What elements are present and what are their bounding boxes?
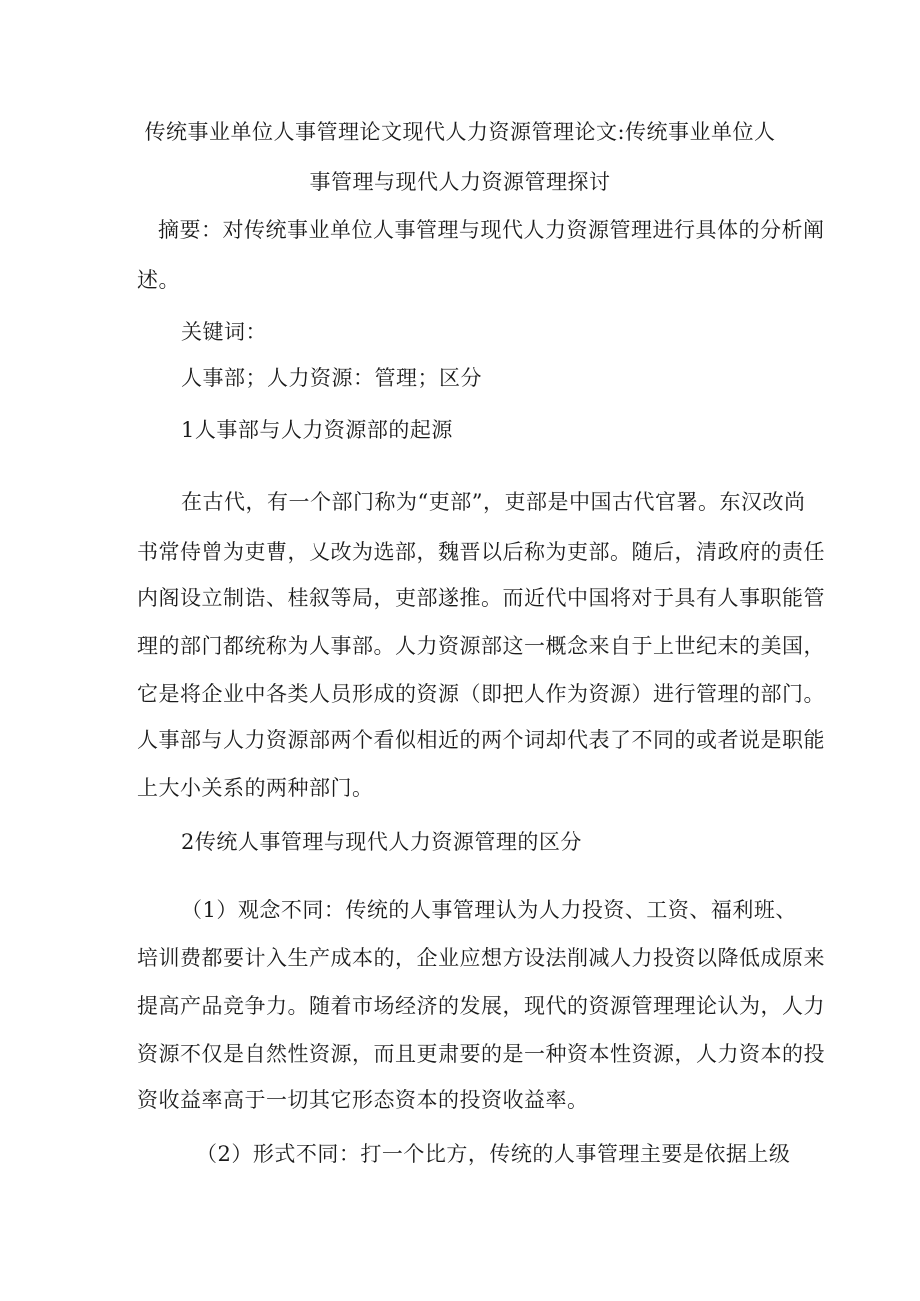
section-2-point-1-line-5: 资收益率高于一切其它形态资本的投资收益率。 xyxy=(137,1088,589,1112)
section-1-line-6: 人事部与人力资源部两个看似相近的两个词却代表了不同的或者说是职能 xyxy=(137,728,825,752)
section-2-point-1-line-3: 提高产品竞争力。随着市场经济的发展，现代的资源管理理论认为，人力 xyxy=(137,994,825,1018)
section-1-line-3: 内阁设立制诰、桂叙等局，吏部遂推。而近代中国将对于具有人事职能管 xyxy=(137,586,825,610)
section-2-point-1-line-1: （1）观念不同：传统的人事管理认为人力投资、工资、福利班、 xyxy=(181,898,797,922)
document-title-line-1: 传统事业单位人事管理论文现代人力资源管理论文:传统事业单位人 xyxy=(144,120,776,144)
section-1-line-4: 理的部门都统称为人事部。人力资源部这一概念来自于上世纪末的美国， xyxy=(137,634,825,658)
section-2-point-2-line-1: （2）形式不同：打一个比方，传统的人事管理主要是依据上级 xyxy=(196,1142,791,1166)
section-2-point-1-line-2: 培训费都要计入生产成本的，企业应想方设法削减人力投资以降低成原来 xyxy=(137,946,825,970)
section-2-heading: 2传统人事管理与现代人力资源管理的区分 xyxy=(181,830,582,854)
abstract-line-1: 摘要：对传统事业单位人事管理与现代人力资源管理进行具体的分析阐 xyxy=(158,218,825,242)
section-1-line-1: 在古代，有一个部门称为“吏部”，吏部是中国古代官署。东汉改尚 xyxy=(181,490,806,514)
section-1-line-2: 书常侍曾为吏曹，乂改为选部，魏晋以后称为吏部。随后，清政府的责任 xyxy=(137,540,825,564)
section-1-heading: 1人事部与人力资源部的起源 xyxy=(181,418,453,442)
keywords-list: 人事部；人力资源：管理；区分 xyxy=(181,366,482,390)
keywords-label: 关键词： xyxy=(181,320,267,344)
section-1-line-7: 上大小关系的两种部门。 xyxy=(137,776,374,800)
abstract-line-2: 述。 xyxy=(137,268,180,292)
section-2-point-1-line-4: 资源不仅是自然性资源，而且更肃要的是一种资本性资源，人力资本的投 xyxy=(137,1042,825,1066)
section-1-line-5: 它是将企业中各类人员形成的资源（即把人作为资源）进行管理的部门。 xyxy=(137,682,825,706)
document-title-line-2: 事管理与现代人力资源管理探讨 xyxy=(309,170,611,194)
